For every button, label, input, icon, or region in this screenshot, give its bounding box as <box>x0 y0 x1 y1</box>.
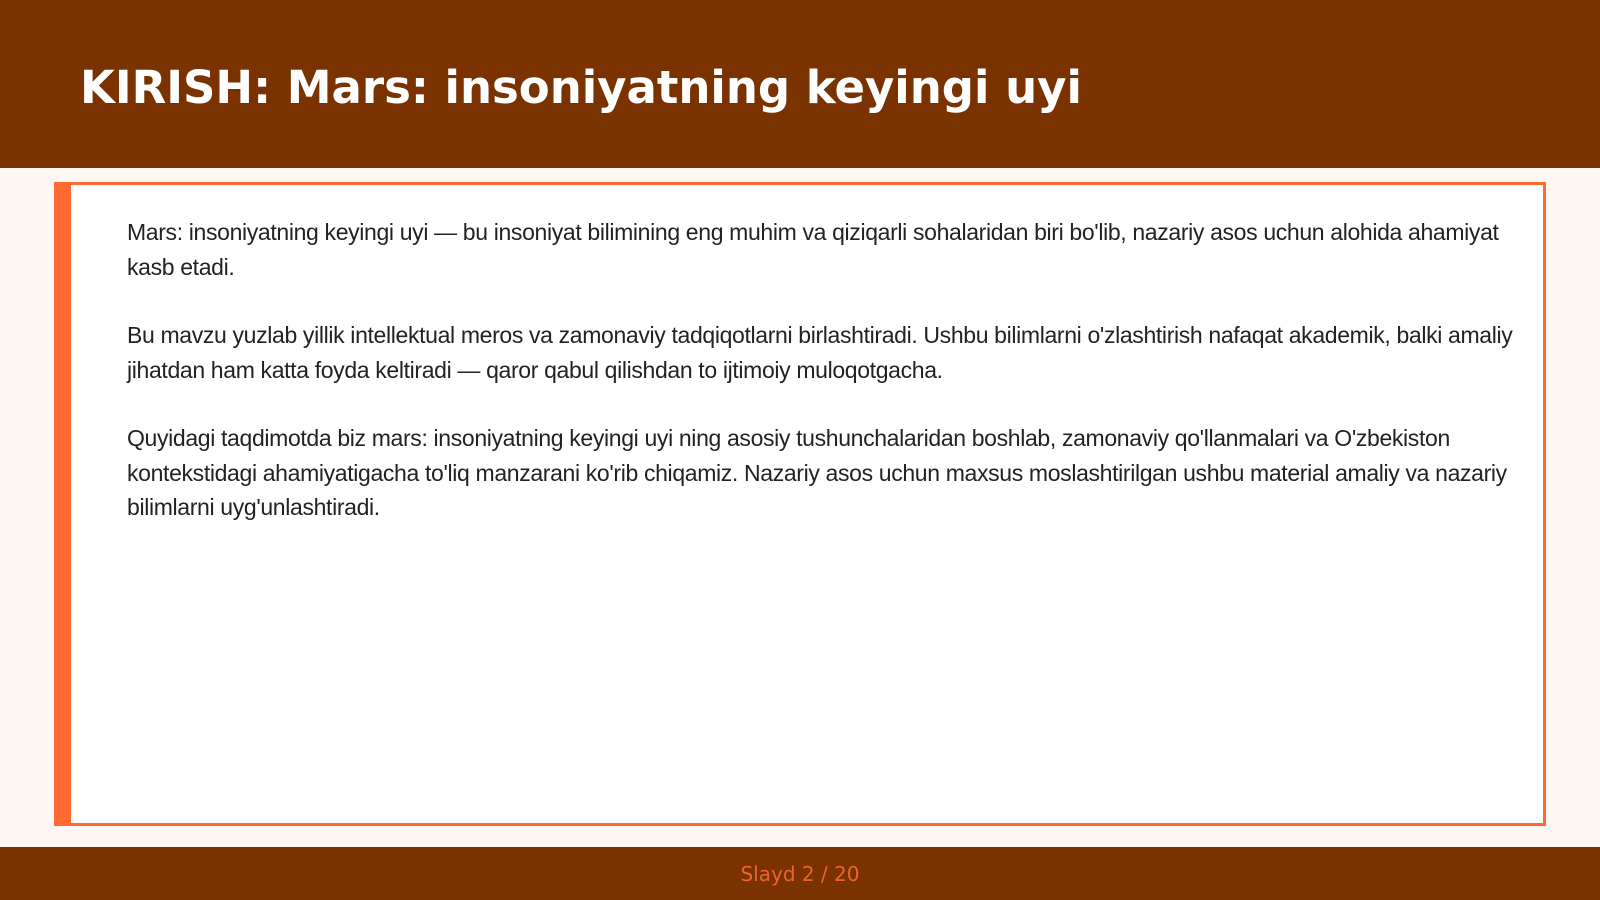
content-panel <box>54 182 1546 826</box>
paragraph-heritage: Bu mavzu yuzlab yillik intellektual meros va zamonaviy tadqiqotlarni birlashtiradi. Ushbu bilimlarni o'zlashtirish nafaqat akademik, balki amaliy jihatdan ham katta foyda keltiradi — qaror qabul qilishdan to ijtimoiy muloqotgacha. <box>127 322 1513 383</box>
slide-counter: Slayd 2 / 20 <box>740 862 860 886</box>
paragraph-intro: Mars: insoniyatning keyingi uyi — bu insoniyat bilimining eng muhim va qiziqarli sohalaridan biri bo'lib, nazariy asos uchun alohida ahamiyat kasb etadi. <box>127 219 1499 280</box>
paragraph-overview: Quyidagi taqdimotda biz mars: insoniyatning keyingi uyi ning asosiy tushunchalaridan boshlab, zamonaviy qo'llanmalari va O'zbekiston kontekstidagi ahamiyatigacha to'liq manzarani ko'rib chiqamiz. Nazariy asos uchun maxsus moslashtirilgan ushbu material amaliy va nazariy bilimlarni uyg'unlashtiradi. <box>127 425 1507 520</box>
slide-header <box>0 0 1600 168</box>
slide-footer <box>0 847 1600 900</box>
body-text <box>127 215 1513 559</box>
slide-title: KIRISH: Mars: insoniyatning keyingi uyi <box>80 61 1082 114</box>
